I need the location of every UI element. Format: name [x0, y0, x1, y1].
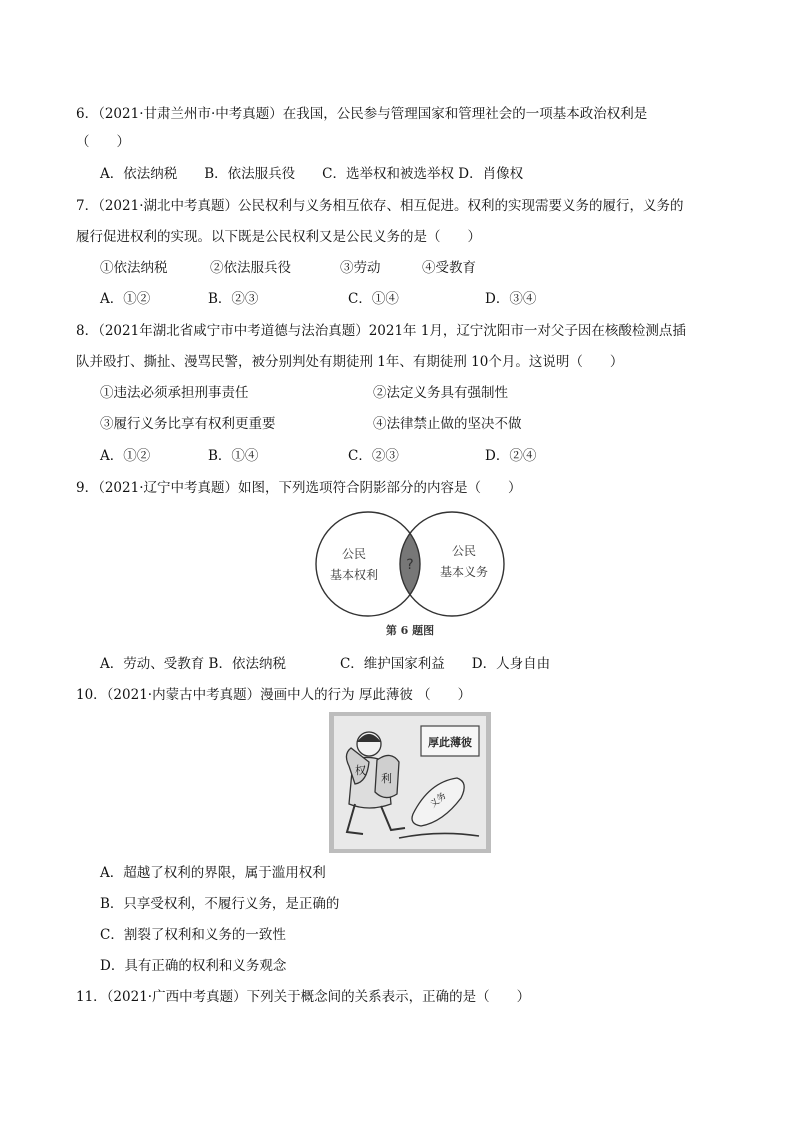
- q8-option-d: D．②④: [485, 448, 537, 464]
- q7-stem-line1: 7．（2021·湖北中考真题）公民权利与义务相互依存、相互促进。权利的实现需要义务的履行，义务的: [76, 198, 684, 214]
- q7-option-d: D．③④: [485, 291, 537, 307]
- cartoon-image: [329, 712, 491, 853]
- q7-item-1: ①依法纳税: [100, 260, 168, 276]
- q8-item-2: ②法定义务具有强制性: [373, 385, 508, 401]
- q7-option-b: B．②③: [208, 291, 259, 307]
- venn-left-label-2: 基本权利: [329, 568, 379, 582]
- q8-item-3: ③履行义务比享有权利更重要: [100, 416, 276, 432]
- bag-right-label: 利: [381, 772, 392, 785]
- q6-stem-line1: 6．（2021·甘肃兰州市·中考真题）在我国，公民参与管理国家和管理社会的一项基本政治权利是: [76, 106, 648, 122]
- q6-options: A．依法纳税 B．依法服兵役 C．选举权和被选举权 D．肖像权: [100, 166, 524, 182]
- q10-option-d: D．具有正确的权利和义务观念: [100, 958, 287, 974]
- q8-item-4: ④法律禁止做的坚决不做: [373, 416, 522, 432]
- q7-item-4: ④受教育: [422, 260, 476, 276]
- venn-left-label-1: 公民: [341, 547, 367, 561]
- q8-option-b: B．①④: [208, 448, 259, 464]
- q8-option-c: C．②③: [348, 448, 399, 464]
- venn-center-mark: ?: [406, 557, 414, 573]
- venn-right-label-1: 公民: [451, 544, 477, 558]
- cartoon-title: 厚此薄彼: [428, 736, 472, 749]
- q8-stem-line2: 队并殴打、撕扯、漫骂民警，被分别判处有期徒刑 1年、有期徒刑 10个月。这说明（ ）: [76, 354, 624, 370]
- q9-stem: 9．（2021·辽宁中考真题）如图，下列选项符合阴影部分的内容是（ ）: [76, 480, 522, 496]
- q8-stem-line1: 8．（2021年湖北省咸宁市中考道德与法治真题）2021年 1月，辽宁沈阳市一对父子因在核酸检测点插: [76, 323, 686, 339]
- q10-stem: 10．（2021·内蒙古中考真题）漫画中人的行为 厚此薄彼 （ ）: [76, 687, 472, 703]
- venn-caption: 第 6 题图: [385, 624, 435, 637]
- q7-item-3: ③劳动: [340, 260, 381, 276]
- q9-options: A．劳动、受教育 B．依法纳税 C．维护国家利益 D．人身自由: [100, 656, 551, 672]
- q10-option-a: A．超越了权利的界限，属于滥用权利: [100, 865, 326, 881]
- q7-option-a: A．①②: [100, 291, 151, 307]
- q8-item-1: ①违法必须承担刑事责任: [100, 385, 249, 401]
- q6-stem-line2: （ ）: [76, 134, 130, 150]
- q10-option-c: C．割裂了权利和义务的一致性: [100, 927, 286, 943]
- scroll-label: 义务: [428, 791, 449, 811]
- q7-option-c: C．①④: [348, 291, 399, 307]
- venn-right-label-2: 基本义务: [439, 565, 489, 579]
- bag-left-label: 权: [355, 764, 366, 777]
- q7-item-2: ②依法服兵役: [210, 260, 291, 276]
- q11-stem: 11．（2021·广西中考真题）下列关于概念间的关系表示，正确的是（ ）: [76, 989, 531, 1005]
- q7-stem-line2: 履行促进权利的实现。以下既是公民权利又是公民义务的是（ ）: [76, 229, 481, 245]
- q10-option-b: B．只享受权利，不履行义务，是正确的: [100, 896, 340, 912]
- q8-option-a: A．①②: [100, 448, 151, 464]
- venn-diagram: [310, 508, 510, 644]
